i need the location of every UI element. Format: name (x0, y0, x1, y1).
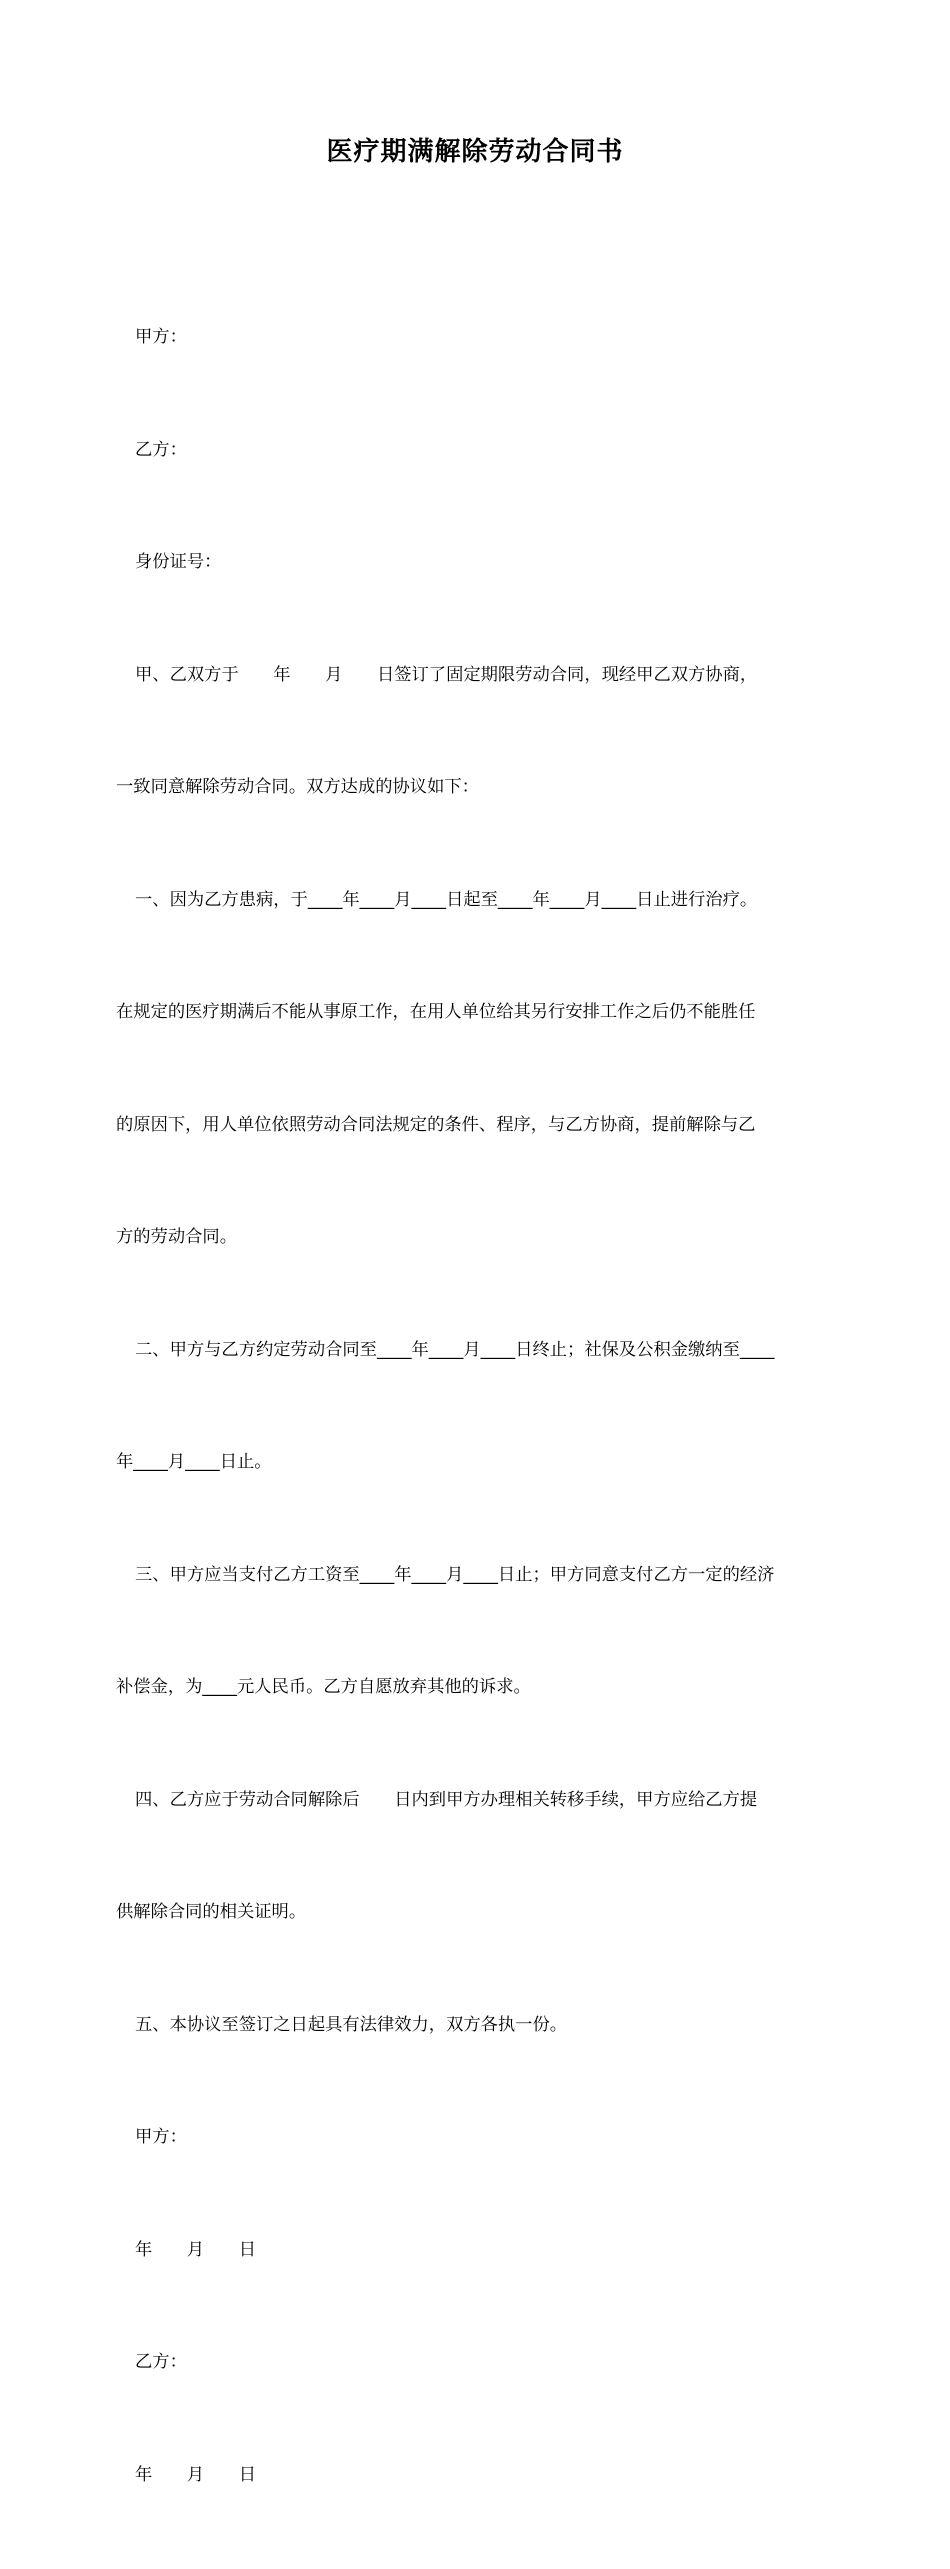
clause-1-line-3: 的原因下，用人单位依照劳动合同法规定的条件、程序，与乙方协商，提前解除与乙 (116, 1114, 756, 1135)
clause-4-line-2: 供解除合同的相关证明。 (116, 1902, 307, 1922)
clause-5-line-1: 五、本协议至签订之日起具有法律效力，双方各执一份。 (135, 2014, 568, 2035)
intro-paragraph-line-2: 一致同意解除劳动合同。双方达成的协议如下： (116, 777, 479, 797)
clause-1-line-2: 在规定的医疗期满后不能从事原工作，在用人单位给其另行安排工作之后仍不能胜任 (116, 1002, 756, 1022)
clause-2-line-2: 年____月____日止。 (116, 1452, 272, 1472)
document-body (116, 244, 836, 2569)
clause-3-line-1: 三、甲方应当支付乙方工资至____年____月____日止；甲方同意支付乙方一定的经济 (135, 1564, 775, 1585)
party-b-label: 乙方： (135, 439, 187, 460)
clause-4-line-1: 四、乙方应于劳动合同解除后 日内到甲方办理相关转移手续，甲方应给乙方提 (135, 1789, 758, 1810)
id-number-label: 身份证号： (135, 552, 222, 572)
clause-1-line-4: 方的劳动合同。 (116, 1227, 237, 1247)
signature-party-b-label: 乙方： (135, 2352, 187, 2372)
intro-paragraph-line-1: 甲、乙双方于 年 月 日签订了固定期限劳动合同，现经甲乙双方协商， (135, 664, 758, 685)
signature-party-a-label: 甲方： (135, 2127, 187, 2147)
clause-2-line-1: 二、甲方与乙方约定劳动合同至____年____月____日终止；社保及公积金缴纳至____ (135, 1339, 775, 1360)
clause-1-line-1: 一、因为乙方患病，于____年____月____日起至____年____月____日止进行治疗。 (135, 889, 758, 910)
document-title: 医疗期满解除劳动合同书 (326, 137, 624, 167)
party-a-label: 甲方： (135, 327, 187, 347)
clause-3-line-2: 补偿金，为____元人民币。乙方自愿放弃其他的诉求。 (116, 1677, 531, 1697)
signature-party-a-date: 年 月 日 (135, 2239, 256, 2260)
signature-party-b-date: 年 月 日 (135, 2464, 256, 2485)
